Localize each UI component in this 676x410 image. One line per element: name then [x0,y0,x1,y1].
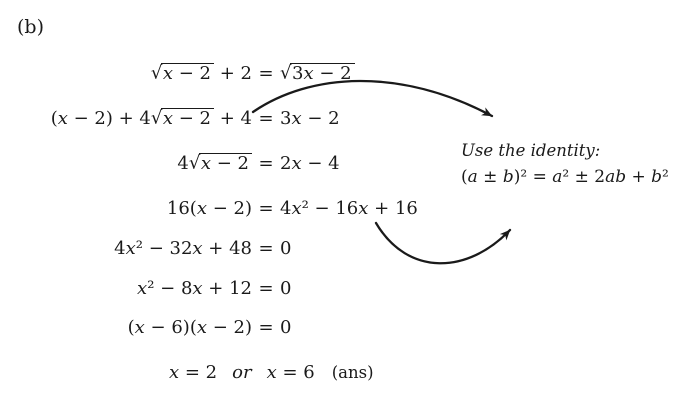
equation-rhs: 0 [280,238,292,259]
equation-rhs: 4 x ² − 16 x + 16 [280,198,418,219]
radicand: x − 2 [161,63,214,83]
equation-step-6 [0,277,291,301]
radicand: 3x − 2 [290,63,355,83]
equation-rhs [280,62,355,86]
equation-text: + 2 [214,63,252,84]
annotation-title: Use the identity: [461,141,601,160]
equation-text: (x − 2) + 4 [50,108,151,129]
radical-sign-icon: √ [280,62,292,84]
equation-rhs: 0 [280,317,292,338]
solution-value-1: x = 2 [169,362,218,383]
radicand: x − 2 [161,108,214,128]
radicand: x − 2 [199,153,252,173]
annotation-formula: (a ± b)² = a² ± 2ab + b² [461,167,669,187]
equation-rhs: 0 [280,278,292,299]
solution-value-2: x = 6 [266,362,315,383]
equation-step-5 [0,237,291,261]
equation-lhs: 4 x ² − 32 x + 48 [114,238,252,259]
square-root [151,107,214,131]
equation-lhs: ( x − 6)( x − 2) [127,317,252,338]
final-answer-row [169,361,374,385]
arrow-expand-square-icon [376,223,510,263]
equals-sign: = [258,153,274,174]
square-root [151,62,214,86]
square-root [189,152,252,176]
conjunction-or: or [232,362,252,383]
radical-sign-icon: √ [150,62,163,84]
equation-step-3 [0,152,340,176]
equation-lhs [0,107,252,131]
radical-sign-icon: √ [150,107,163,129]
equals-sign: = [258,238,274,259]
equation-lhs: x ² − 8 x + 12 [137,278,252,299]
equation-step-4 [0,197,418,221]
equals-sign: = [258,317,274,338]
equation-step-7 [0,316,291,340]
equation-lhs: 16( x − 2) [166,198,252,219]
equation-text: + 4 [214,108,252,129]
square-root [280,62,355,86]
equation-lhs [0,62,252,86]
equation-step-1 [0,62,355,86]
answer-tag: (ans) [331,363,374,382]
radical-sign-icon: √ [188,152,201,174]
equals-sign: = [258,278,274,299]
equals-sign: = [258,198,274,219]
equation-text: 4 [177,153,189,174]
identity-annotation [461,137,669,191]
equation-rhs: 2 x − 4 [280,153,340,174]
part-label: (b) [17,16,44,38]
equation-lhs [0,152,252,176]
equals-sign: = [258,63,274,84]
equals-sign: = [258,108,274,129]
equation-step-2 [0,107,340,131]
equation-rhs: 3 x − 2 [280,108,340,129]
